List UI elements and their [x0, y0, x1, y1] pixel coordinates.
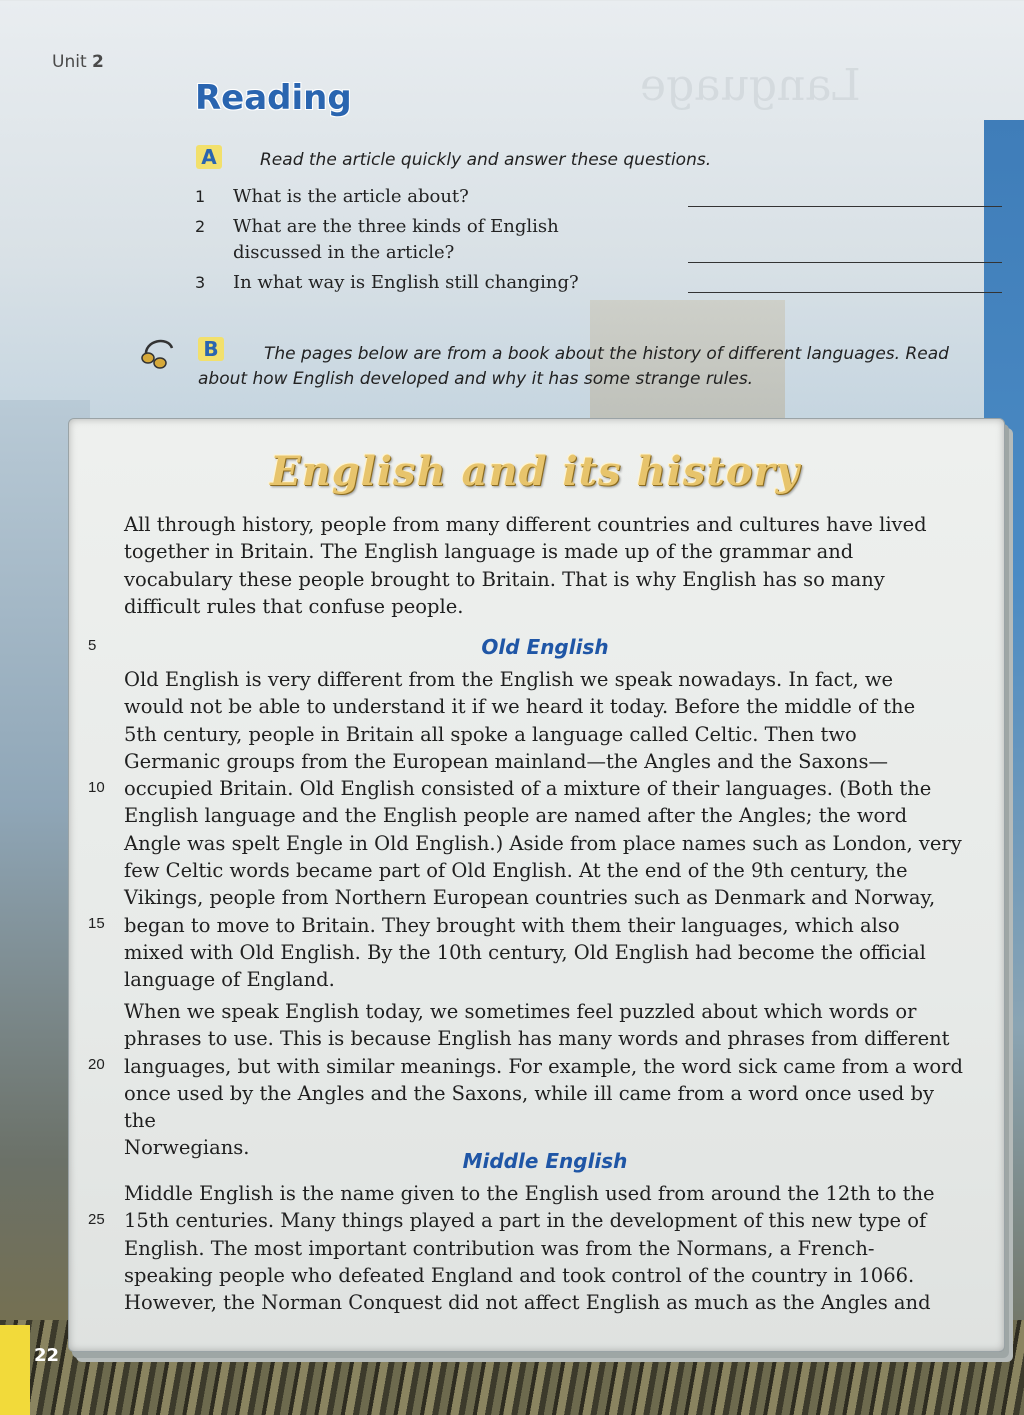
old-english-paragraph-2: When we speak English today, we sometimes feel puzzled about which words or phrases to use. This is because English has many words and phrases from different languages, but with similar meanings. For example, the word sick came from a word once used by the Angles and the Saxons, while ill came from a word once used by the Norwegians.	[124, 1000, 963, 1160]
page-number-tab	[0, 1325, 60, 1415]
question-2-line2: discussed in the article?	[233, 242, 455, 263]
line-number: 15	[88, 915, 105, 932]
unit-number: 2	[92, 52, 104, 72]
old-english-paragraph-1: Old English is very different from the English we speak nowadays. In fact, we would not be able to understand it if we heard it today. Before the middle of the 5th century, people in Britain all spoke a language called Celtic. Then two Germanic groups from the European mainland—the Angles and the Saxons— occupied Britain. Old English consisted of a mixture of their languages. (Both the English language and the English people are named after the Angles; the word Angle was spelt Engle in Old English.) Aside from place names such as London, very few Celtic words became part of Old English. At the end of the 9th century, the Vikings, people from Northern European countries such as Denmark and Norway, began to move to Britain. They brought with them their languages, which also mixed with Old English. By the 10th century, Old English had become the official language of England.	[124, 668, 962, 992]
article-title: English and its history	[270, 448, 800, 495]
unit-label: Unit 2	[52, 52, 104, 72]
page-number: 22	[34, 1345, 60, 1366]
old-english-heading: Old English	[481, 635, 609, 659]
line-number: 25	[88, 1211, 105, 1228]
exercise-b-badge: B	[198, 337, 224, 361]
exercise-a-badge: A	[196, 145, 222, 169]
answer-line-1[interactable]	[688, 205, 1002, 207]
exercise-b-instruction-line2: about how English developed and why it has some strange rules.	[198, 369, 754, 389]
background-mirrored-text: Language	[640, 60, 861, 111]
answer-line-3[interactable]	[688, 291, 1002, 293]
line-number: 20	[88, 1056, 105, 1073]
section-title: Reading	[195, 78, 352, 118]
question-2: 2 What are the three kinds of English	[195, 216, 559, 237]
middle-english-paragraph-1: Middle English is the name given to the English used from around the 12th to the 15th centuries. Many things played a part in the development of this new type of English. The most important contribution was from the Normans, a French- speaking people who defeated England and took control of the country in 1066. However, the Norman Conquest did not affect English as much as the Angles and	[124, 1182, 935, 1315]
exercise-a-instruction: Read the article quickly and answer these questions.	[260, 150, 712, 170]
question-3: 3 In what way is English still changing?	[195, 272, 579, 293]
headphones-icon	[138, 330, 178, 370]
answer-line-2[interactable]	[688, 261, 1002, 263]
middle-english-heading: Middle English	[462, 1149, 628, 1173]
question-1: 1 What is the article about?	[195, 186, 469, 207]
article-intro: All through history, people from many different countries and cultures have lived together in Britain. The English language is made up of the grammar and vocabulary these people brought to Britain. That is why English has so many difficult rules that confuse people.	[124, 513, 927, 618]
exercise-b-instruction-line1: The pages below are from a book about the history of different languages. Read	[264, 344, 949, 364]
line-number: 10	[88, 779, 105, 796]
line-number: 5	[88, 637, 97, 654]
